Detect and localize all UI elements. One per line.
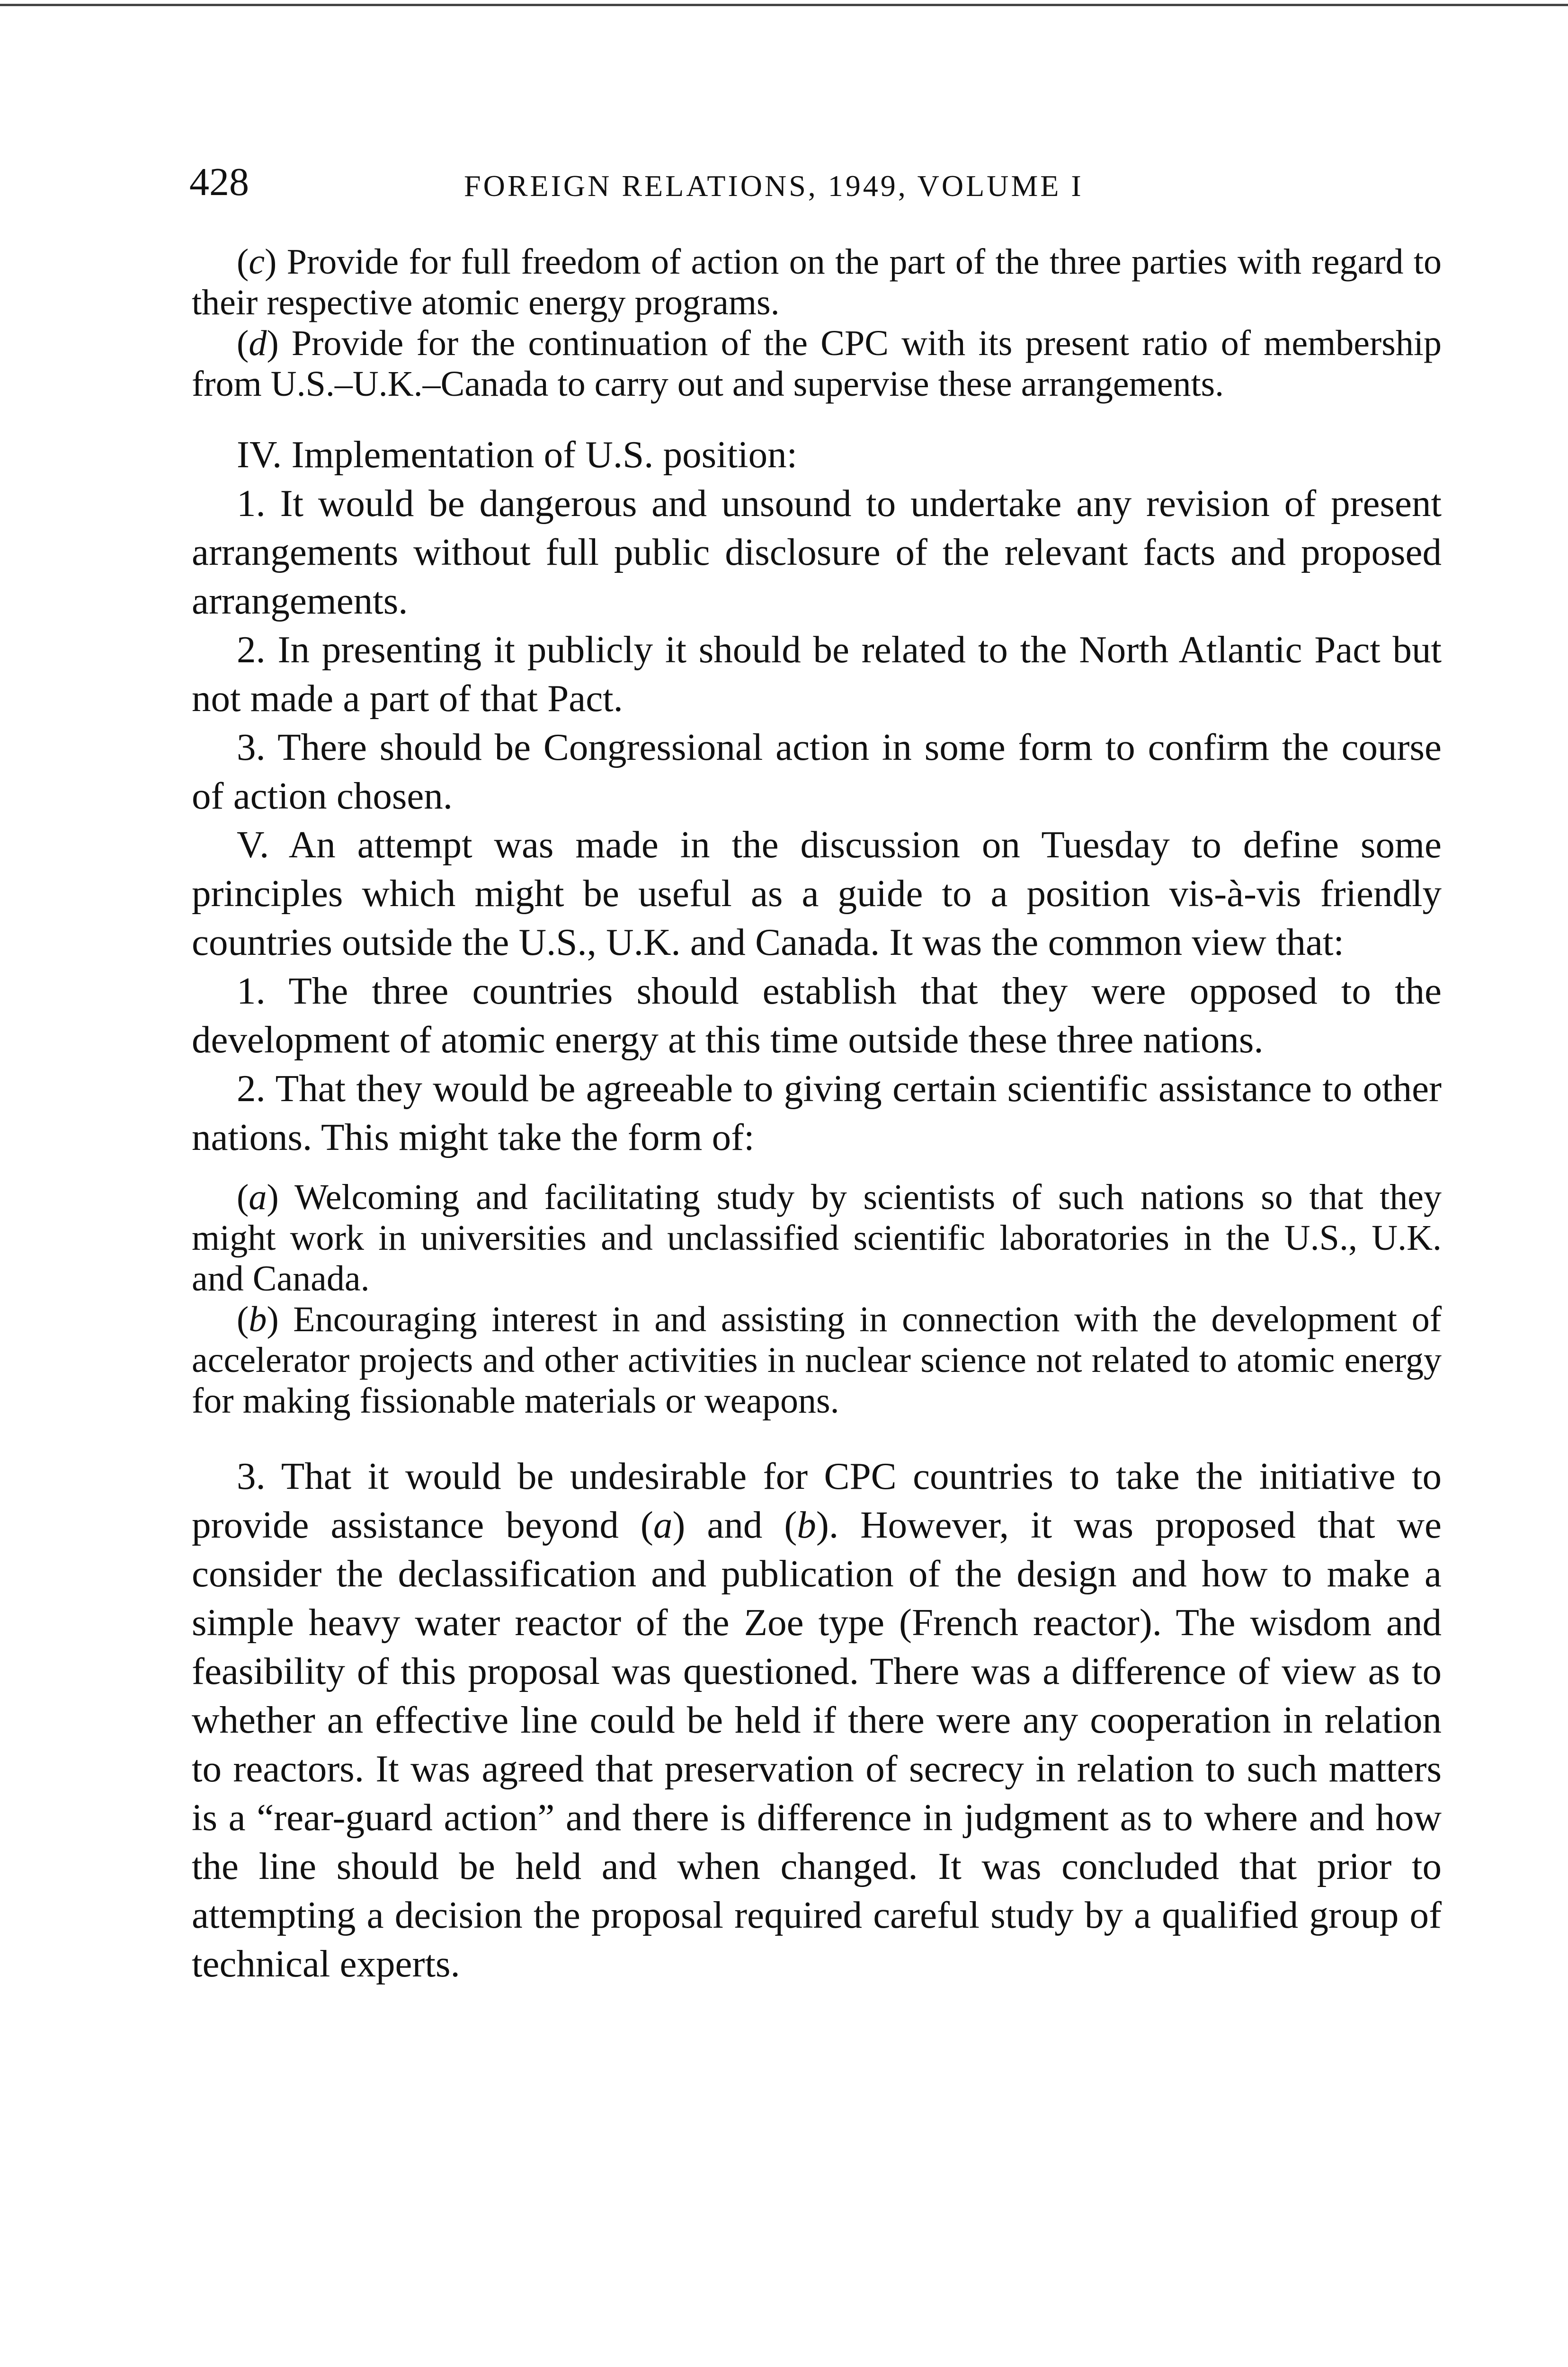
paragraph-v-1: 1. The three countries should establish that they were opposed to the development of atomic energy at this time outside these three nations. bbox=[192, 970, 1442, 1061]
section-iv-heading: IV. Implementation of U.S. position: bbox=[237, 433, 798, 476]
top-rule bbox=[0, 4, 1568, 6]
paragraph-item-a bbox=[192, 1177, 1442, 1299]
paragraph-v-3-part-3: ). However, it was proposed that we consider the declassification and publication of the design and how to make a simple heavy water reactor of the Zoe type (French reactor). The wisdom and feasibility of this proposal was questioned. There was a difference of view as to whether an effective line could be held if there were any cooperation in relation to reactors. It was agreed that preservation of secrecy in relation to such matters is a “rear-guard action” and there is difference in judgment as to where and how the line should be held and when changed. It was concluded that prior to attempting a decision the proposal required careful study by a qualified group of technical experts. bbox=[192, 1504, 1442, 1985]
item-d-text: ) Provide for the continuation of the CPC with its present ratio of membership from U.S.–U.K.–Canada to carry out and supervise these arrangements. bbox=[192, 323, 1442, 404]
item-b-label: b bbox=[249, 1299, 267, 1339]
paragraph-iv-1: 1. It would be dangerous and unsound to undertake any revision of present arrangements without full public disclosure of the relevant facts and proposed arrangements. bbox=[192, 482, 1442, 622]
paragraph-iv-3: 3. There should be Congressional action in some form to confirm the course of action chosen. bbox=[192, 726, 1442, 817]
paragraph-v-3-part-2: ) and ( bbox=[672, 1504, 797, 1546]
page-header bbox=[189, 156, 1420, 208]
item-c-paren: ( bbox=[237, 242, 249, 282]
item-a-paren: ( bbox=[237, 1177, 249, 1217]
paragraph-v-3-ref-b: b bbox=[797, 1504, 816, 1546]
item-d-paren: ( bbox=[237, 323, 249, 363]
paragraph-v-3-ref-a: a bbox=[653, 1504, 673, 1546]
item-a-text: ) Welcoming and facilitating study by scientists of such nations so that they might work in universities and unclassified scientific laboratories in the U.S., U.K. and Canada. bbox=[192, 1177, 1442, 1299]
paragraph-v-3-part-1: 3. That it would be undesirable for CPC countries to take the initiative to provide assistance beyond ( bbox=[192, 1455, 1442, 1546]
page-number: 428 bbox=[189, 160, 249, 204]
item-b-text: ) Encouraging interest in and assisting in connection with the development of accelerator projects and other activities in nuclear science not related to atomic energy for making fissionable materials or weapons. bbox=[192, 1299, 1442, 1421]
document-body bbox=[192, 241, 1442, 1988]
paragraph-v-3 bbox=[192, 1452, 1442, 1988]
item-d-label: d bbox=[249, 323, 267, 363]
section-v-paragraph: V. An attempt was made in the discussion on Tuesday to define some principles which might be useful as a guide to a position vis-à-vis friendly countries outside the U.S., U.K. and Canada. It was the common view that: bbox=[192, 823, 1442, 963]
paragraph-v-2: 2. That they would be agreeable to giving certain scientific assistance to other nations. This might take the form of: bbox=[192, 1067, 1442, 1158]
item-c-text: ) Provide for full freedom of action on the part of the three parties with regard to their respective atomic energy programs. bbox=[192, 242, 1442, 322]
paragraph-item-c bbox=[192, 241, 1442, 323]
paragraph-item-b bbox=[192, 1299, 1442, 1421]
item-b-paren: ( bbox=[237, 1299, 249, 1339]
item-c-label: c bbox=[249, 242, 265, 282]
item-a-label: a bbox=[249, 1177, 267, 1217]
paragraph-iv-2: 2. In presenting it publicly it should be related to the North Atlantic Pact but not made a part of that Pact. bbox=[192, 628, 1442, 720]
running-head: FOREIGN RELATIONS, 1949, VOLUME I bbox=[464, 169, 1084, 203]
paragraph-item-d bbox=[192, 323, 1442, 404]
